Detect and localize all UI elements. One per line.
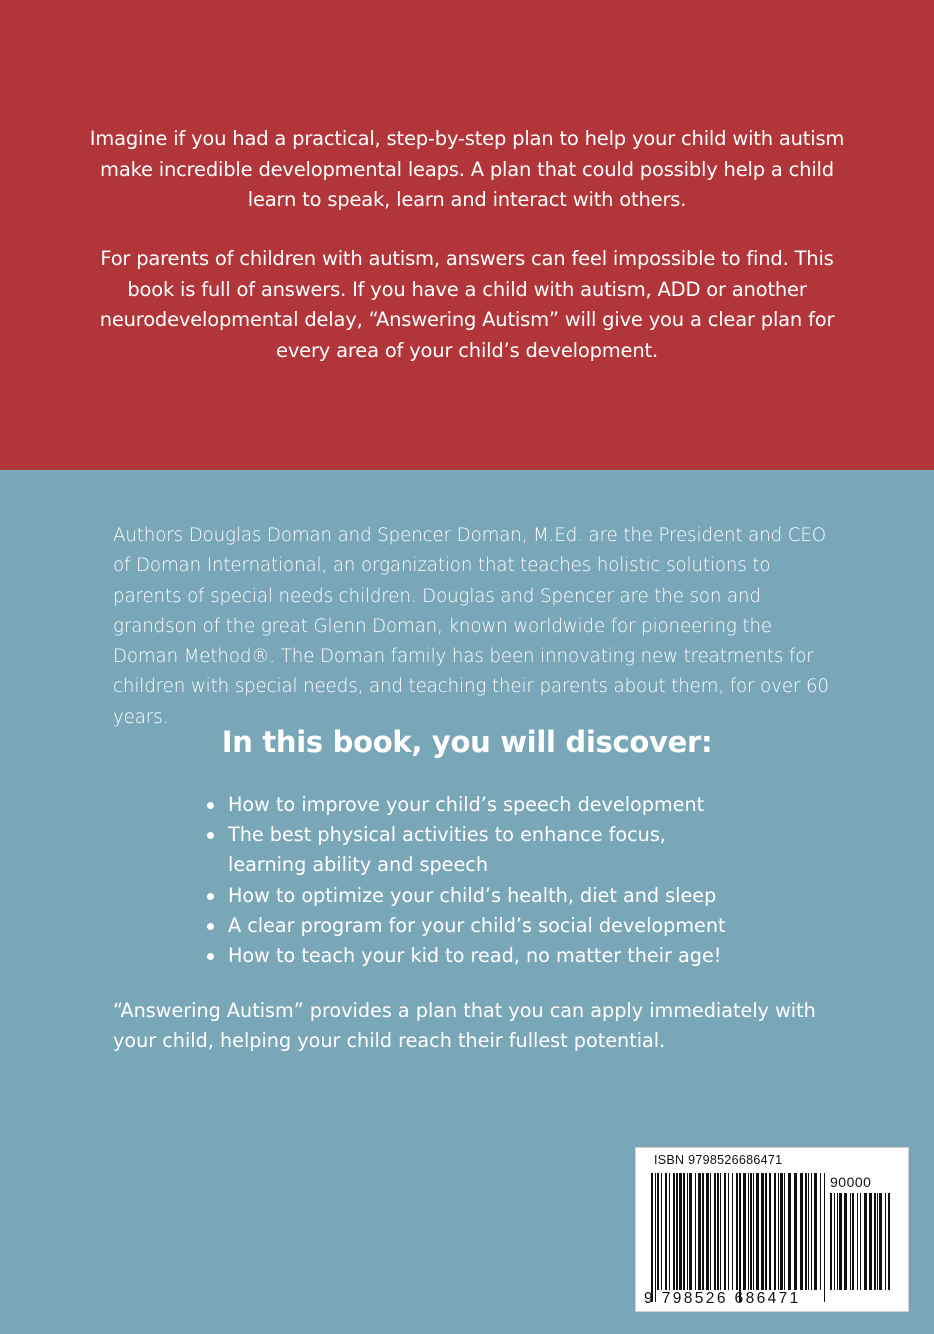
list-item	[205, 941, 745, 971]
barcode-bar	[784, 1173, 785, 1290]
list-item	[205, 911, 745, 941]
barcode-bar	[698, 1173, 701, 1290]
barcode-bar	[774, 1173, 776, 1290]
list-item	[205, 790, 745, 820]
intro-paragraph: Imagine if you had a practical, step-by-step plan to help your child with autism make incredible developmental leaps. A plan that could possibly help a child learn to speak, learn and interact with others.	[89, 127, 845, 211]
list-item-text: How to improve your child’s speech development	[228, 793, 705, 816]
parents-paragraph: For parents of children with autism, answers can feel impossible to find. This book is full of answers. If you have a child with autism, ADD or another neurodevelopmental delay, “Answering Autism” will give you a clear plan for every area of your child’s development.	[99, 247, 835, 362]
barcode-bar	[794, 1173, 797, 1290]
list-item	[205, 881, 745, 911]
list-item-text: How to teach your kid to read, no matter their age!	[228, 944, 722, 968]
list-item-text: A clear program for your child’s social development	[228, 913, 726, 937]
barcode-bars	[651, 1173, 827, 1290]
barcode-bar	[717, 1173, 719, 1290]
barcode-digits: 9 798526 686471	[644, 1290, 801, 1307]
list-item	[205, 820, 745, 880]
barcode-bar	[732, 1173, 733, 1290]
top-red-panel	[0, 0, 934, 470]
barcode-bar	[710, 1173, 711, 1290]
barcode-bar	[879, 1193, 882, 1290]
barcode-bar	[720, 1173, 721, 1290]
barcode-bar	[676, 1173, 678, 1290]
barcode-bar	[728, 1173, 729, 1290]
barcode-bar	[857, 1193, 858, 1290]
barcode-bar	[824, 1173, 825, 1302]
barcode-bar	[743, 1173, 746, 1290]
barcode-bar	[665, 1173, 667, 1290]
bullet-icon	[207, 832, 214, 839]
barcode-bar	[702, 1173, 704, 1290]
barcode-bar	[679, 1173, 682, 1290]
list-item-text: The best physical activities to enhance focus, learning ability and speech	[228, 823, 666, 877]
barcode-bar	[753, 1173, 754, 1290]
barcode-bar	[850, 1193, 851, 1290]
barcode-bar	[714, 1173, 716, 1290]
author-bio: Authors Douglas Doman and Spencer Doman, M.Ed. are the President and CEO of Doman International, an organization that teaches holistic solutions to parents of special needs children. Douglas and Spencer are the son and grandson of the great Glenn Doman, known worldwide for pioneering the Doman Method®. The Doman family has been innovating new treatments for children with special needs, and teaching their parents about them, for over 60 years.	[113, 525, 829, 728]
barcode-bar	[834, 1193, 835, 1290]
barcode-bar	[805, 1173, 807, 1290]
barcode-bar	[885, 1193, 886, 1290]
barcode-bar	[820, 1173, 821, 1290]
barcode-bar	[769, 1173, 771, 1290]
barcode-bar	[661, 1173, 662, 1290]
barcode-bar	[877, 1193, 878, 1290]
barcode-bar	[808, 1173, 809, 1290]
barcode-bar	[651, 1173, 653, 1302]
barcode-bar	[874, 1193, 876, 1290]
closing-paragraph: “Answering Autism” provides a plan that you can apply immediately with your child, helping your child reach their fullest potential.	[113, 999, 816, 1053]
barcode-bar	[830, 1193, 832, 1290]
barcode-bar	[839, 1193, 842, 1290]
barcode-bar	[756, 1173, 759, 1290]
barcode-bar	[657, 1173, 659, 1290]
price-barcode-bars	[830, 1193, 894, 1290]
barcode-bar	[748, 1173, 749, 1290]
barcode-bar	[655, 1173, 656, 1302]
barcode-bar	[739, 1173, 741, 1302]
barcode-bar	[669, 1173, 670, 1290]
list-item-text: How to optimize your child’s health, diet and sleep	[228, 883, 717, 907]
discover-heading: In this book, you will discover:	[221, 725, 713, 759]
isbn-barcode	[635, 1147, 909, 1312]
barcode-bar	[673, 1173, 675, 1290]
barcode-bar	[869, 1193, 872, 1290]
barcode-bar	[778, 1173, 779, 1290]
barcode-bar	[761, 1173, 764, 1290]
barcode-bar	[860, 1193, 861, 1290]
bullet-icon	[207, 923, 214, 930]
barcode-bar	[683, 1173, 685, 1290]
barcode-bar	[811, 1173, 812, 1290]
price-code: 90000	[830, 1174, 872, 1190]
barcode-bar	[780, 1173, 783, 1290]
barcode-bar	[852, 1193, 854, 1290]
barcode-bar	[888, 1193, 890, 1290]
barcode-bar	[837, 1193, 838, 1290]
barcode-bar	[844, 1193, 847, 1290]
bullet-icon	[207, 893, 214, 900]
barcode-bar	[706, 1173, 709, 1290]
barcode-bar	[800, 1173, 803, 1290]
barcode-bar	[736, 1173, 738, 1290]
bullet-icon	[207, 802, 214, 809]
barcode-bar	[814, 1173, 817, 1290]
barcode-bar	[750, 1173, 752, 1290]
barcode-bar	[724, 1173, 726, 1290]
barcode-bar	[864, 1193, 867, 1290]
barcode-bar	[788, 1173, 791, 1290]
barcode-bar	[689, 1173, 692, 1290]
isbn-label: ISBN 9798526686471	[654, 1153, 783, 1167]
barcode-bar	[695, 1173, 696, 1290]
discover-list	[205, 790, 745, 971]
barcode-bar	[687, 1173, 688, 1290]
bullet-icon	[207, 953, 214, 960]
barcode-bar	[765, 1173, 767, 1290]
